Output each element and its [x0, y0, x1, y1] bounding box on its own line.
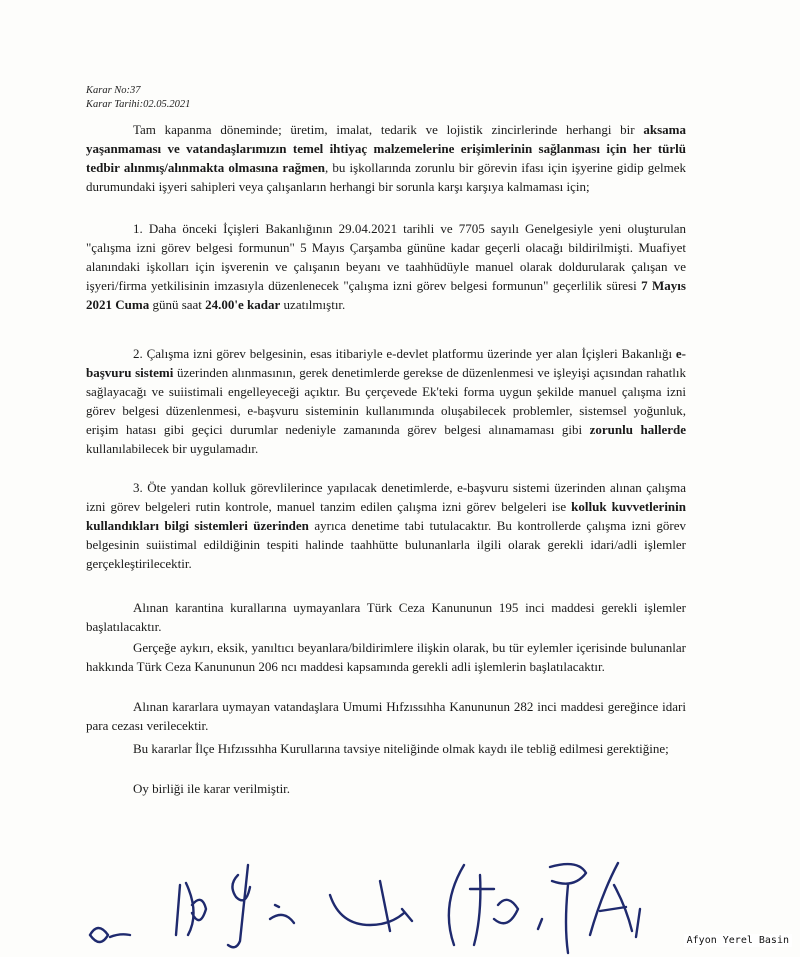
- item-2-bold-2: zorunlu hallerde: [589, 422, 686, 437]
- watermark: Afyon Yerel Basin: [684, 934, 792, 947]
- item-1-text-3: uzatılmıştır.: [280, 297, 346, 312]
- signature-1: [90, 928, 130, 942]
- item-2-text-1: 2. Çalışma izni görev belgesinin, esas itibariyle e-devlet platformu üzerinde yer alan İçişleri Bakanlığı: [133, 346, 676, 361]
- item-1-bold-1: 7 Mayıs 2021 Cuma: [86, 278, 686, 312]
- quarantine-paragraph: Alınan karantina kurallarına uymayanlara Türk Ceza Kanununun 195 inci maddesi gerekli işlemler başlatılacaktır.: [86, 600, 686, 634]
- item-1-paragraph: [86, 219, 686, 314]
- item-3-bold-1: kolluk kuvvetlerinin kullandıkları bilgi sistemleri üzerinden: [86, 499, 687, 533]
- item-2-bold-1: e-başvuru sistemi: [86, 346, 686, 380]
- item-1-text-2: günü saat: [149, 297, 206, 312]
- item-3-text-2: ayrıca denetime tabi tutulacaktır. Bu kontrollerde çalışma izni görev belgesinin suiistimal edildiğinin tespiti halinde taahhütte bulunanlarla ilgili olarak gerekli idari/adli işlemler gerçekleştirilecektir.: [86, 518, 687, 571]
- item-2-text-3: kullanılabilecek bir uygulamadır.: [86, 441, 259, 456]
- item-1-text-1: 1. Daha önceki İçişleri Bakanlığının 29.04.2021 tarihli ve 7705 sayılı Genelgesiyle yeni oluşturulan "çalışma izni görev belgesi formunun" 5 Mayıs Çarşamba gününe kadar geçerli olacağı bildirilmişti. Muafiyet alanındaki işkolları için işverenin ve çalışanın beyanı ve taahhüdüyle manuel olarak doldurularak çalışan ve işyeri/firma yetkilisinin imzasıyla düzenlenecek "çalışma izni görev belgesi formunun" geçerlilik süresi: [86, 221, 686, 293]
- false-statement-paragraph: Gerçeğe aykırı, eksik, yanıltıcı beyanlara/bildirimlere ilişkin olarak, bu tür eylemler içerisinde bulunanlar hakkında Türk Ceza Kanununun 206 ncı maddesi kapsamında gerekli adli işlemlerin başlatılacaktır.: [86, 640, 686, 674]
- signature-5: [330, 881, 412, 931]
- item-2-text-2: üzerinden alınmasının, gerek denetimlerde gerekse de düzenlenmesi ve işleyişi açısından rahatlık sağlayacağı ve suiistimali engelleyeceği açıktır. Bu çerçevede Ek'teki forma uygun şekilde manuel çalışma izni görev belgesi düzenlenmesi, e-başvuru sisteminin kullanımında oluşabilecek problemler, sistemsel yoğunluk, erişim hatası gibi geçici durumlar nedeniyle zamanında görev belgesi alınamaması gibi: [86, 365, 686, 437]
- intro-text-2: , bu işkollarında zorunlu bir görevin ifası için işyerine gidip gelmek durumundaki işyeri sahipleri veya çalışanların herhangi bir sorunla karşı karşıya kalmaması için;: [86, 160, 686, 194]
- unanimous-paragraph: Oy birliği ile karar verilmiştir.: [133, 781, 291, 796]
- decision-date: Karar Tarihi:02.05.2021: [86, 99, 191, 110]
- decision-number: Karar No:37: [86, 85, 141, 96]
- signature-2: [176, 883, 206, 935]
- signature-3: [228, 865, 250, 947]
- item-3-text-1: 3. Öte yandan kolluk görevlilerince yapılacak denetimlerde, e-başvuru sistemi üzerinden alınan çalışma izni görev belgeleri rutin kontrole, manuel tanzim edilen çalışma izni görev belgeleri ise: [86, 480, 686, 514]
- intro-paragraph: [86, 120, 686, 196]
- signature-6: [449, 865, 518, 945]
- advise-paragraph: Bu kararlar İlçe Hıfzıssıhha Kurullarına tavsiye niteliğinde olmak kaydı ile tebliğ edilmesi gerektiğine;: [133, 741, 669, 756]
- signatures: [80, 845, 700, 957]
- signature-4: [270, 905, 294, 923]
- item-3-paragraph: [86, 478, 686, 573]
- intro-bold-1: aksama yaşanmaması ve vatandaşlarımızın temel ihtiyaç malzemelerine erişimlerinin sağlanması için her türlü tedbir alınmış/alınmakta olmasına rağmen: [86, 122, 686, 175]
- fine-paragraph: Alınan kararlara uymayan vatandaşlara Umumi Hıfzıssıhha Kanununun 282 inci maddesi gereğince idari para cezası verilecektir.: [86, 699, 686, 733]
- intro-text-1: Tam kapanma döneminde; üretim, imalat, tedarik ve lojistik zincirlerinde herhangi bir: [133, 122, 644, 137]
- item-1-bold-2: 24.00'e kadar: [205, 297, 281, 312]
- signature-8: [590, 863, 640, 937]
- signature-7: [538, 864, 586, 953]
- item-2-paragraph: [86, 344, 686, 458]
